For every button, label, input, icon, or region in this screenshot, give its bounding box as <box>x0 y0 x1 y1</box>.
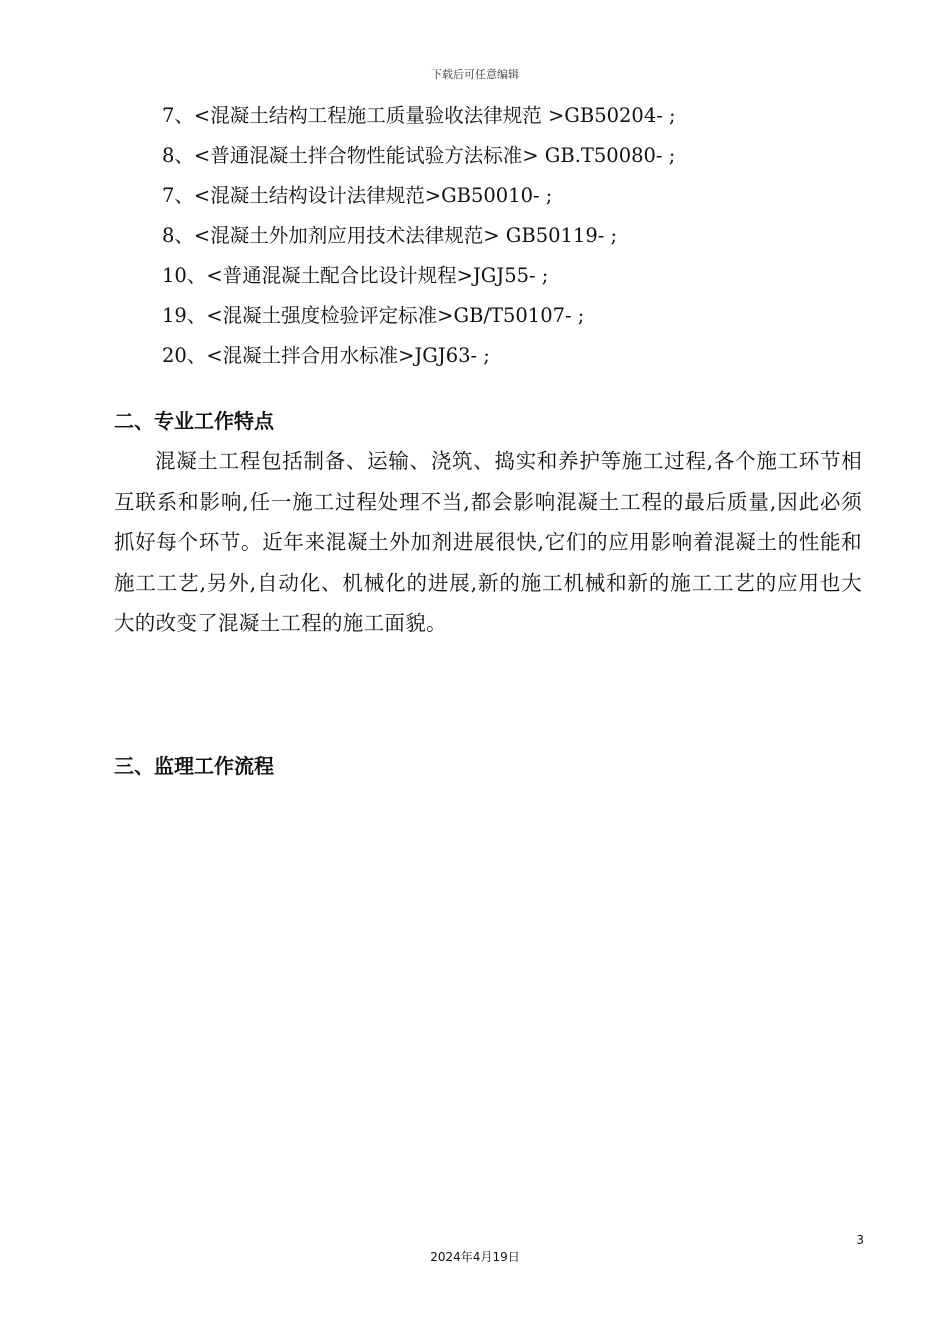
body-paragraph: 混凝土工程包括制备、运输、浇筑、捣实和养护等施工过程,各个施工环节相互联系和影响,任一施工过程处理不当,都会影响混凝土工程的最后质量,因此必须抓好每个环节。近年来混凝土外加剂进展很快,它们的应用影响着混凝土的性能和施工工艺,另外,自动化、机械化的进展,新的施工机械和新的施工工艺的应用也大大的改变了混凝土工程的施工面貌。 <box>114 449 862 635</box>
reference-item: 10、<普通混凝土配合比设计规程>JGJ55- ; <box>162 264 549 287</box>
footer-date: 2024年4月19日 <box>430 1250 520 1264</box>
reference-item: 8、<混凝土外加剂应用技术法律规范> GB50119- ; <box>162 224 618 247</box>
reference-item: 7、<混凝土结构工程施工质量验收法律规范 >GB50204- ; <box>162 104 676 127</box>
reference-item: 8、<普通混凝土拌合物性能试验方法标准> GB.T50080- ; <box>162 144 676 167</box>
page-number: 3 <box>856 1233 864 1247</box>
reference-item: 7、<混凝土结构设计法律规范>GB50010- ; <box>162 184 553 207</box>
reference-item: 20、<混凝土拌合用水标准>JGJ63- ; <box>162 344 490 367</box>
section-heading-workflow: 三、监理工作流程 <box>114 754 274 778</box>
header-note: 下载后可任意编辑 <box>431 68 519 81</box>
reference-list <box>162 96 676 376</box>
section-heading-characteristics: 二、专业工作特点 <box>114 409 274 433</box>
reference-item: 19、<混凝土强度检验评定标准>GB/T50107- ; <box>162 304 585 327</box>
